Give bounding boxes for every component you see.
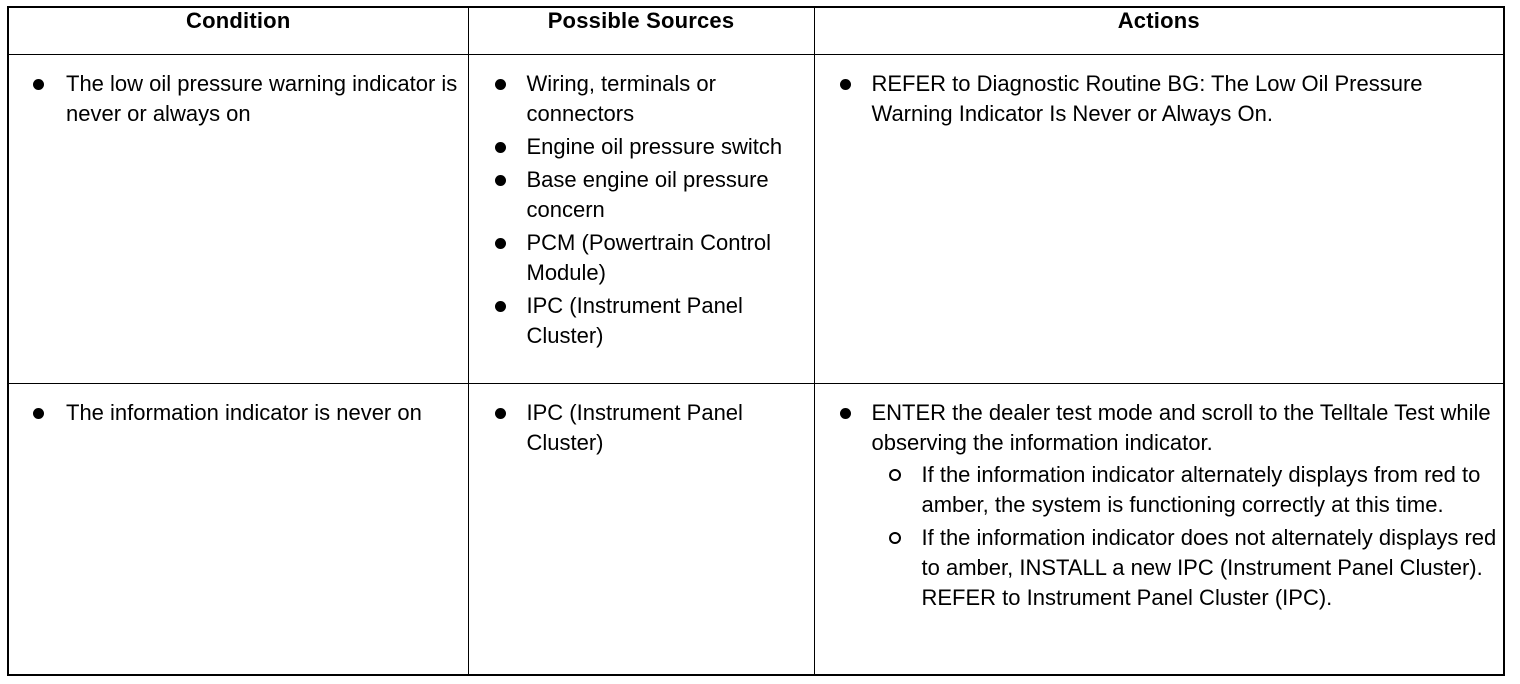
source-item: IPC (Instrument Panel Cluster) [527, 398, 810, 458]
condition-cell [9, 384, 468, 675]
sources-cell [468, 55, 814, 384]
condition-cell [9, 55, 468, 384]
actions-cell [814, 384, 1503, 675]
condition-item: The information indicator is never on [66, 398, 458, 428]
actions-cell [814, 55, 1503, 384]
action-item-text: ENTER the dealer test mode and scroll to the Telltale Test while observing the information indicator. [871, 400, 1491, 455]
symptom-chart-table [9, 8, 1503, 674]
header-condition: Condition [9, 8, 468, 55]
action-item: REFER to Diagnostic Routine BG: The Low Oil Pressure Warning Indicator Is Never or Always On. [872, 69, 1500, 129]
condition-item: The low oil pressure warning indicator is never or always on [66, 69, 458, 129]
action-sub-list [872, 460, 1500, 613]
source-item: IPC (Instrument Panel Cluster) [527, 291, 810, 351]
action-item [872, 398, 1500, 613]
diagnostic-table-frame [7, 6, 1505, 676]
table-header-row [9, 8, 1503, 55]
table-row [9, 384, 1503, 675]
action-sub-item: If the information indicator alternately displays from red to amber, the system is functioning correctly at this time. [922, 460, 1500, 520]
source-item: Engine oil pressure switch [527, 132, 810, 162]
table-row [9, 55, 1503, 384]
header-possible-sources: Possible Sources [468, 8, 814, 55]
source-item: Base engine oil pressure concern [527, 165, 810, 225]
source-item: Wiring, terminals or connectors [527, 69, 810, 129]
header-actions: Actions [814, 8, 1503, 55]
source-item: PCM (Powertrain Control Module) [527, 228, 810, 288]
action-sub-item: If the information indicator does not alternately displays red to amber, INSTALL a new IPC (Instrument Panel Cluster). REFER to Instrument Panel Cluster (IPC). [922, 523, 1500, 613]
sources-cell [468, 384, 814, 675]
